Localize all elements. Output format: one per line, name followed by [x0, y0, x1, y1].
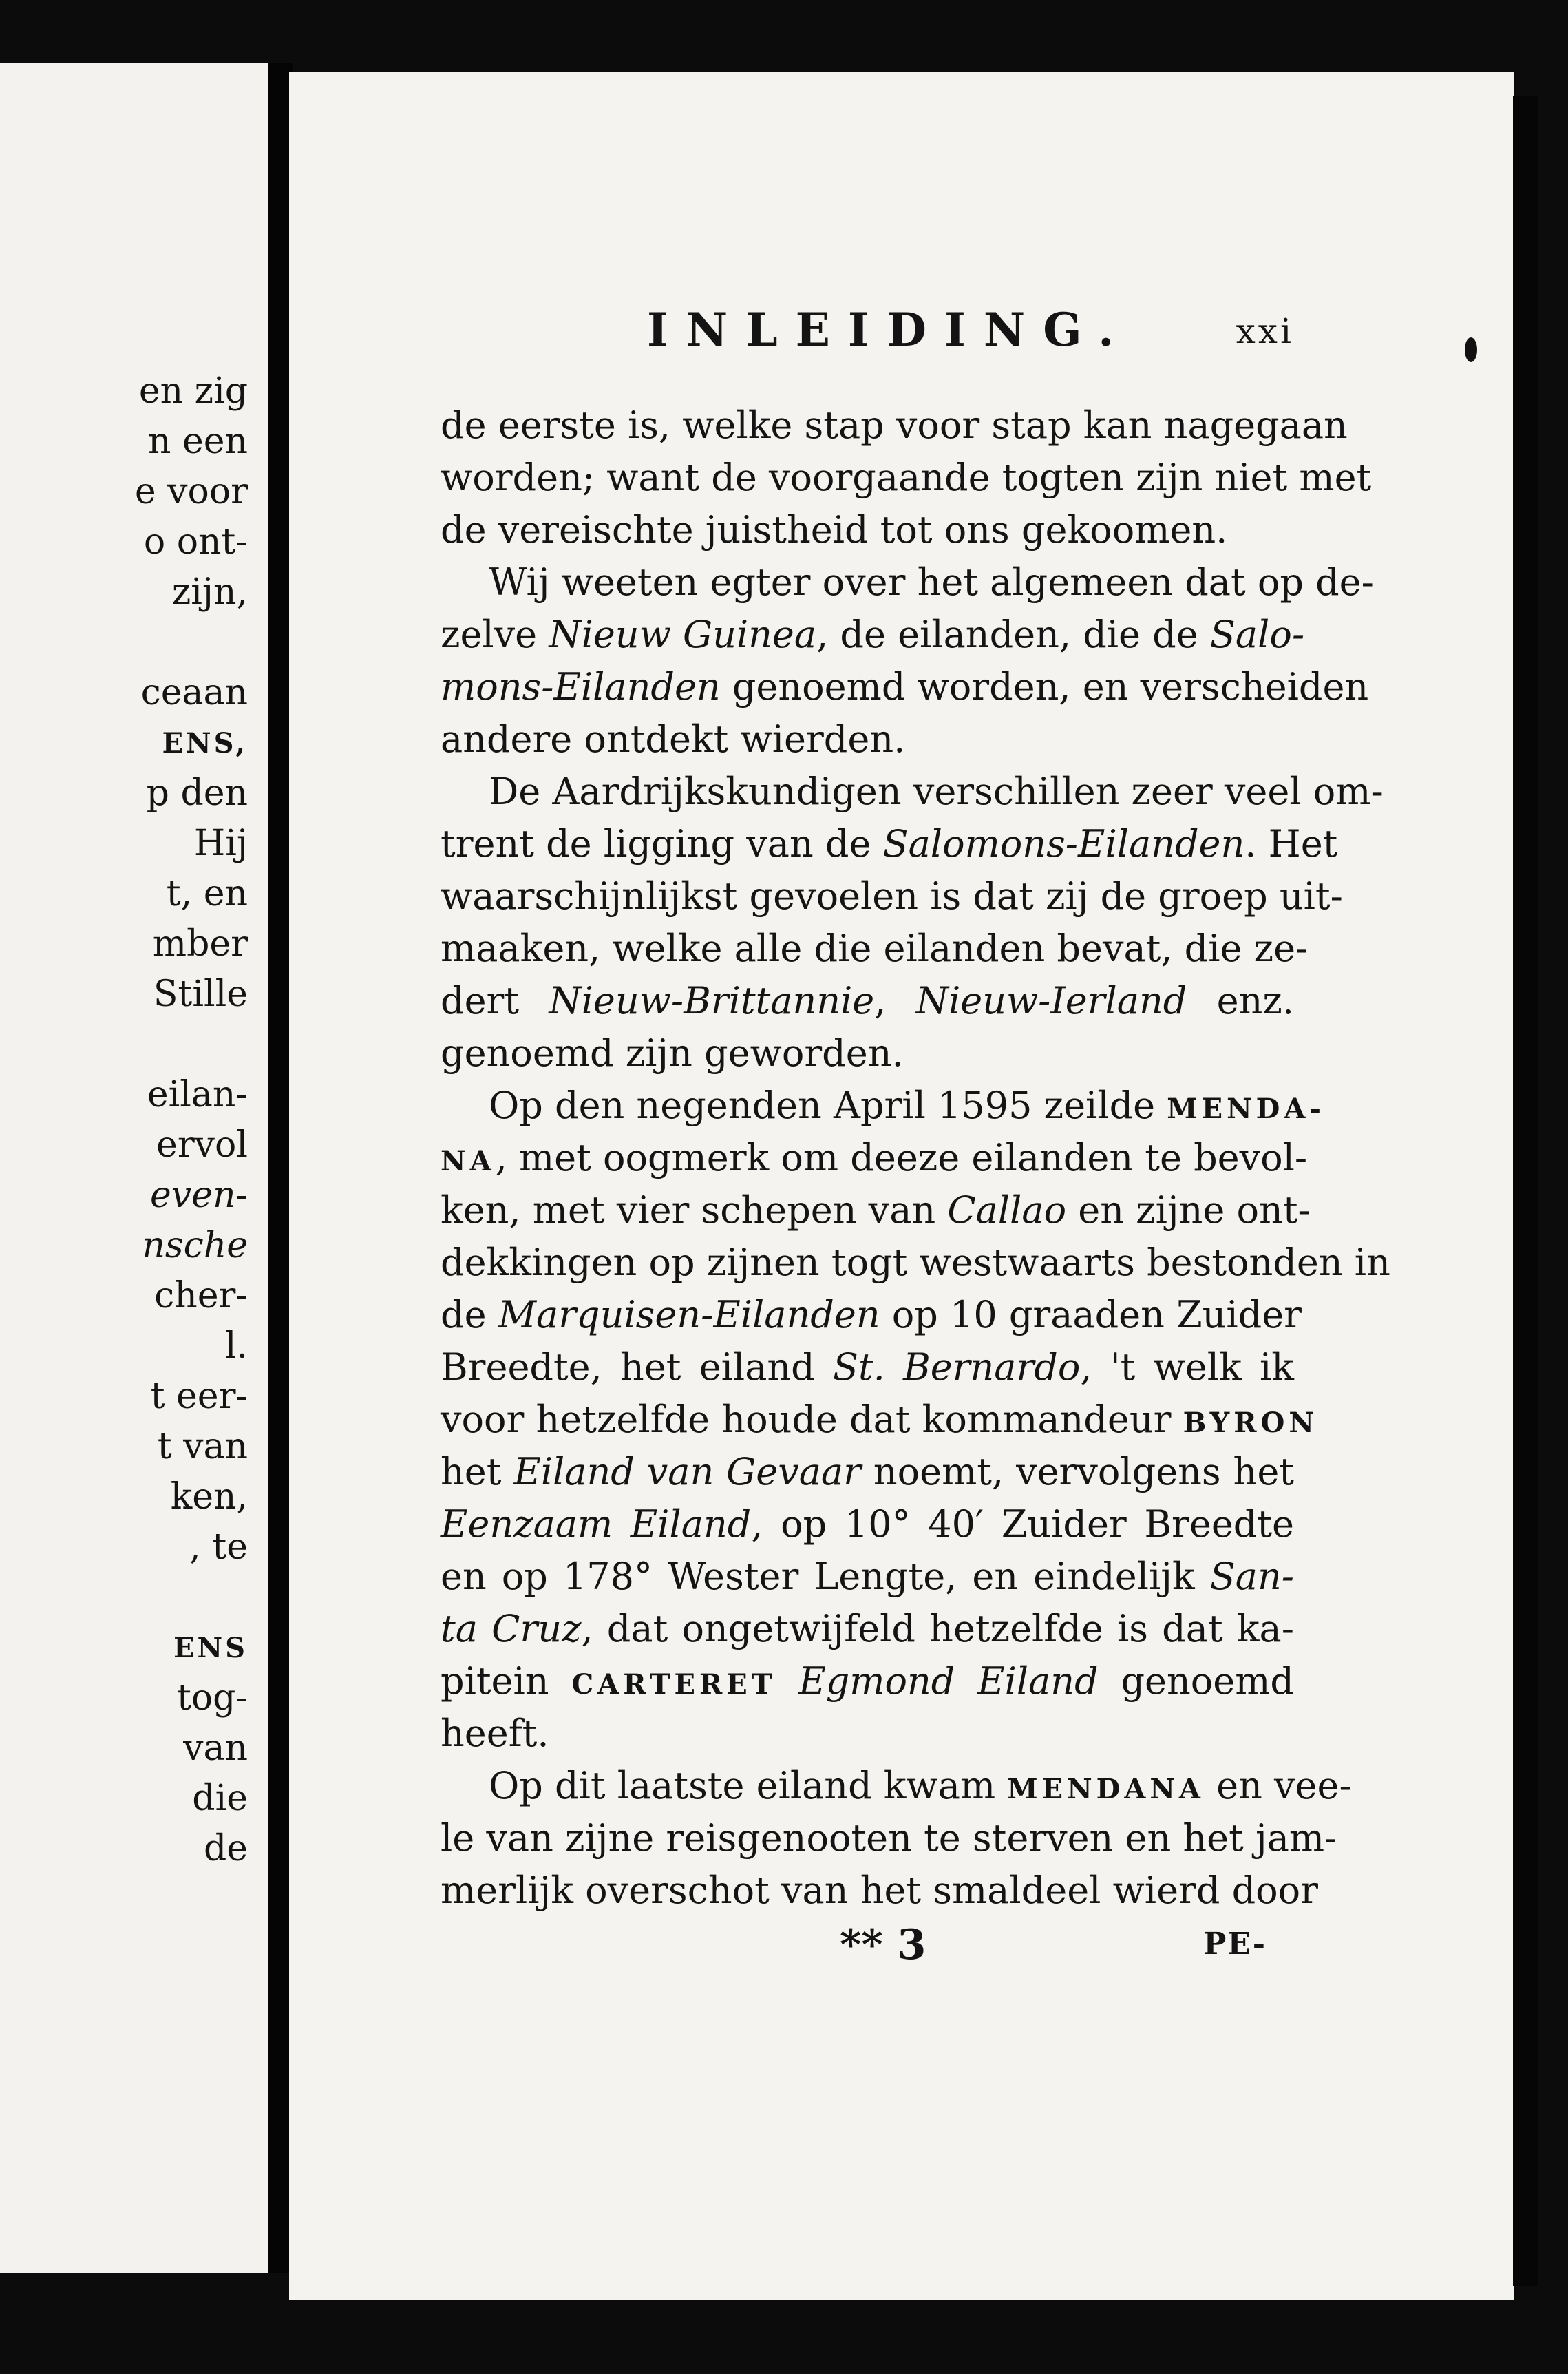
text-run: , 't welk ik — [1080, 1345, 1294, 1389]
text-run: genoemd zijn geworden. — [441, 1031, 904, 1075]
text-line — [441, 1080, 1325, 1132]
text-run: zelve — [441, 613, 549, 656]
text-run — [776, 1659, 799, 1703]
italic-text: Salo- — [1209, 613, 1305, 656]
left-page-text — [0, 366, 248, 1874]
text-run: genoemd worden, en verscheiden — [720, 665, 1369, 708]
left-page-line: t eer- — [150, 1376, 248, 1417]
text-run: enz. — [1187, 979, 1294, 1022]
text-run: le van zijne reisgenooten te sterven en het jam- — [441, 1816, 1337, 1860]
page-header — [647, 303, 1294, 365]
left-page-line: tog- — [176, 1677, 248, 1719]
italic-text: Nieuw-Ierland — [915, 979, 1187, 1022]
text-run: , met oogmerk om deeze eilanden te bevol- — [495, 1136, 1308, 1179]
left-page-line: , te — [189, 1526, 248, 1568]
page-edge-shadow — [1513, 96, 1538, 2286]
left-page-line: l. — [224, 1325, 248, 1367]
italic-text: mons-Eilanden — [441, 665, 721, 708]
text-run: Wij weeten egter over het algemeen dat op de- — [489, 560, 1374, 604]
signature-mark: ** 3 — [840, 1921, 926, 1969]
text-run: andere ontdekt wierden. — [441, 717, 906, 761]
left-page-line: eilan- — [147, 1074, 248, 1115]
text-line — [441, 1394, 1318, 1446]
text-run: en zijne ont- — [1066, 1188, 1311, 1232]
text-line — [441, 870, 1343, 923]
text-line — [441, 1864, 1318, 1917]
text-run: , dat ongetwijfeld hetzelfde is dat ka- — [581, 1607, 1294, 1650]
text-run: genoemd — [1098, 1659, 1294, 1703]
text-line — [441, 452, 1372, 504]
text-line — [441, 1498, 1294, 1551]
left-page-line: Stille — [153, 974, 248, 1015]
text-run: , de eilanden, die de — [816, 613, 1210, 656]
italic-text: Salomons-Eilanden — [882, 822, 1245, 865]
left-page-line: zijn, — [171, 571, 248, 613]
left-page-line — [0, 1020, 248, 1070]
text-line — [441, 1132, 1308, 1184]
text-run: noemt, vervolgens het — [860, 1450, 1294, 1493]
left-page-line: even- — [150, 1175, 248, 1216]
left-page-line: e voor — [134, 471, 248, 512]
text-run: pitein — [441, 1659, 572, 1703]
text-run: dekkingen op zijnen togt westwaarts bestonden in — [441, 1241, 1390, 1284]
left-page-line: die — [192, 1778, 248, 1819]
text-line — [441, 1655, 1294, 1708]
left-page — [0, 63, 268, 2273]
text-run: en vee- — [1204, 1764, 1352, 1807]
text-run: de eerste is, welke stap voor stap kan nagegaan — [441, 403, 1348, 447]
text-line — [441, 713, 1294, 766]
text-line — [441, 556, 1374, 609]
italic-text: Eenzaam Eiland — [441, 1502, 752, 1546]
italic-text: Marquisen-Eilanden — [498, 1293, 880, 1336]
left-page-line: o ont- — [143, 521, 248, 563]
left-page-line: ENS — [173, 1632, 248, 1664]
text-line — [441, 1760, 1352, 1812]
smallcaps-name: CARTERET — [571, 1668, 776, 1701]
text-run: op 10 graaden Zuider — [880, 1293, 1302, 1336]
page-number: xxi — [1236, 311, 1294, 351]
smallcaps-name: NA — [441, 1145, 496, 1177]
catchword: PE- — [1203, 1926, 1267, 1962]
left-page-line: de — [203, 1828, 248, 1869]
text-run: en op 178° Wester Lengte, en eindelijk — [441, 1555, 1210, 1598]
text-run: heeft. — [441, 1712, 549, 1755]
italic-text: San- — [1209, 1555, 1294, 1598]
text-line — [441, 975, 1294, 1027]
left-page-line: mber — [152, 923, 248, 965]
text-run: de — [441, 1293, 498, 1336]
text-run: dert — [441, 979, 549, 1022]
text-run: ken, met vier schepen van — [441, 1188, 948, 1232]
italic-text: Egmond Eiland — [798, 1659, 1099, 1703]
text-run: Breedte, het eiland — [441, 1345, 833, 1389]
text-line — [441, 399, 1348, 452]
smallcaps-name: MENDANA — [1007, 1773, 1205, 1805]
text-line — [441, 1812, 1337, 1864]
left-page-line: t, en — [166, 873, 248, 914]
text-line — [441, 504, 1294, 556]
text-run: maaken, welke alle die eilanden bevat, die ze- — [441, 927, 1309, 970]
text-run: Op dit laatste eiland kwam — [489, 1764, 1008, 1807]
left-page-line: ken, — [170, 1476, 248, 1517]
text-run: , — [874, 979, 916, 1022]
page-footer — [441, 1921, 1267, 1983]
left-page-line: van — [183, 1727, 248, 1769]
italic-text: Nieuw-Brittannie — [549, 979, 875, 1022]
text-run: De Aardrijkskundigen verschillen zeer veel om- — [489, 770, 1384, 813]
text-run: voor hetzelfde houde dat kommandeur — [441, 1398, 1183, 1441]
left-page-line: nsche — [142, 1225, 248, 1266]
italic-text: Callao — [947, 1188, 1067, 1232]
left-page-line: Hij — [193, 823, 248, 864]
italic-text: Eiland van Gevaar — [513, 1450, 861, 1493]
left-page-line: n een — [147, 421, 248, 462]
left-page-line: ceaan — [140, 672, 248, 713]
left-page-line: ervol — [156, 1124, 248, 1166]
text-run: , op 10° 40′ Zuider Breedte — [751, 1502, 1294, 1546]
text-line — [441, 1341, 1294, 1394]
text-run: worden; want de voorgaande togten zijn niet met — [441, 456, 1372, 499]
body-text — [441, 399, 1390, 1917]
running-title: INLEIDING. — [647, 303, 1132, 357]
text-line — [441, 818, 1338, 870]
text-line — [441, 1708, 1294, 1760]
smallcaps-name: BYRON — [1183, 1407, 1318, 1439]
text-line — [441, 766, 1384, 818]
text-run: waarschijnlijkst gevoelen is dat zij de groep uit- — [441, 874, 1343, 918]
text-run: het — [441, 1450, 514, 1493]
text-line — [441, 1603, 1294, 1655]
text-line — [441, 609, 1305, 661]
ink-mark — [1465, 337, 1477, 362]
italic-text: ta Cruz — [441, 1607, 582, 1650]
italic-text: Nieuw Guinea — [549, 613, 817, 656]
text-line — [441, 1184, 1311, 1237]
text-line — [441, 923, 1309, 975]
text-line — [441, 1551, 1294, 1603]
left-page-line: ENS, — [162, 727, 248, 759]
text-line — [441, 1289, 1302, 1341]
left-page-line: en zig — [138, 370, 248, 412]
smallcaps-name: MENDA- — [1167, 1093, 1325, 1125]
text-run: trent de ligging van de — [441, 822, 883, 865]
text-line — [441, 1237, 1390, 1289]
text-line — [441, 661, 1369, 713]
italic-text: St. Bernardo — [832, 1345, 1081, 1389]
left-page-line — [0, 618, 248, 668]
left-page-line: cher- — [154, 1275, 248, 1316]
text-line — [441, 1446, 1294, 1498]
text-run: merlijk overschot van het smaldeel wierd door — [441, 1869, 1318, 1912]
text-run: . Het — [1244, 822, 1338, 865]
left-page-line: p den — [146, 773, 248, 814]
left-page-line — [0, 1573, 248, 1623]
text-run: Op den negenden April 1595 zeilde — [489, 1084, 1167, 1127]
text-run: de vereischte juistheid tot ons gekoomen. — [441, 508, 1228, 552]
left-page-line: t van — [157, 1426, 248, 1467]
text-line — [441, 1027, 1294, 1080]
